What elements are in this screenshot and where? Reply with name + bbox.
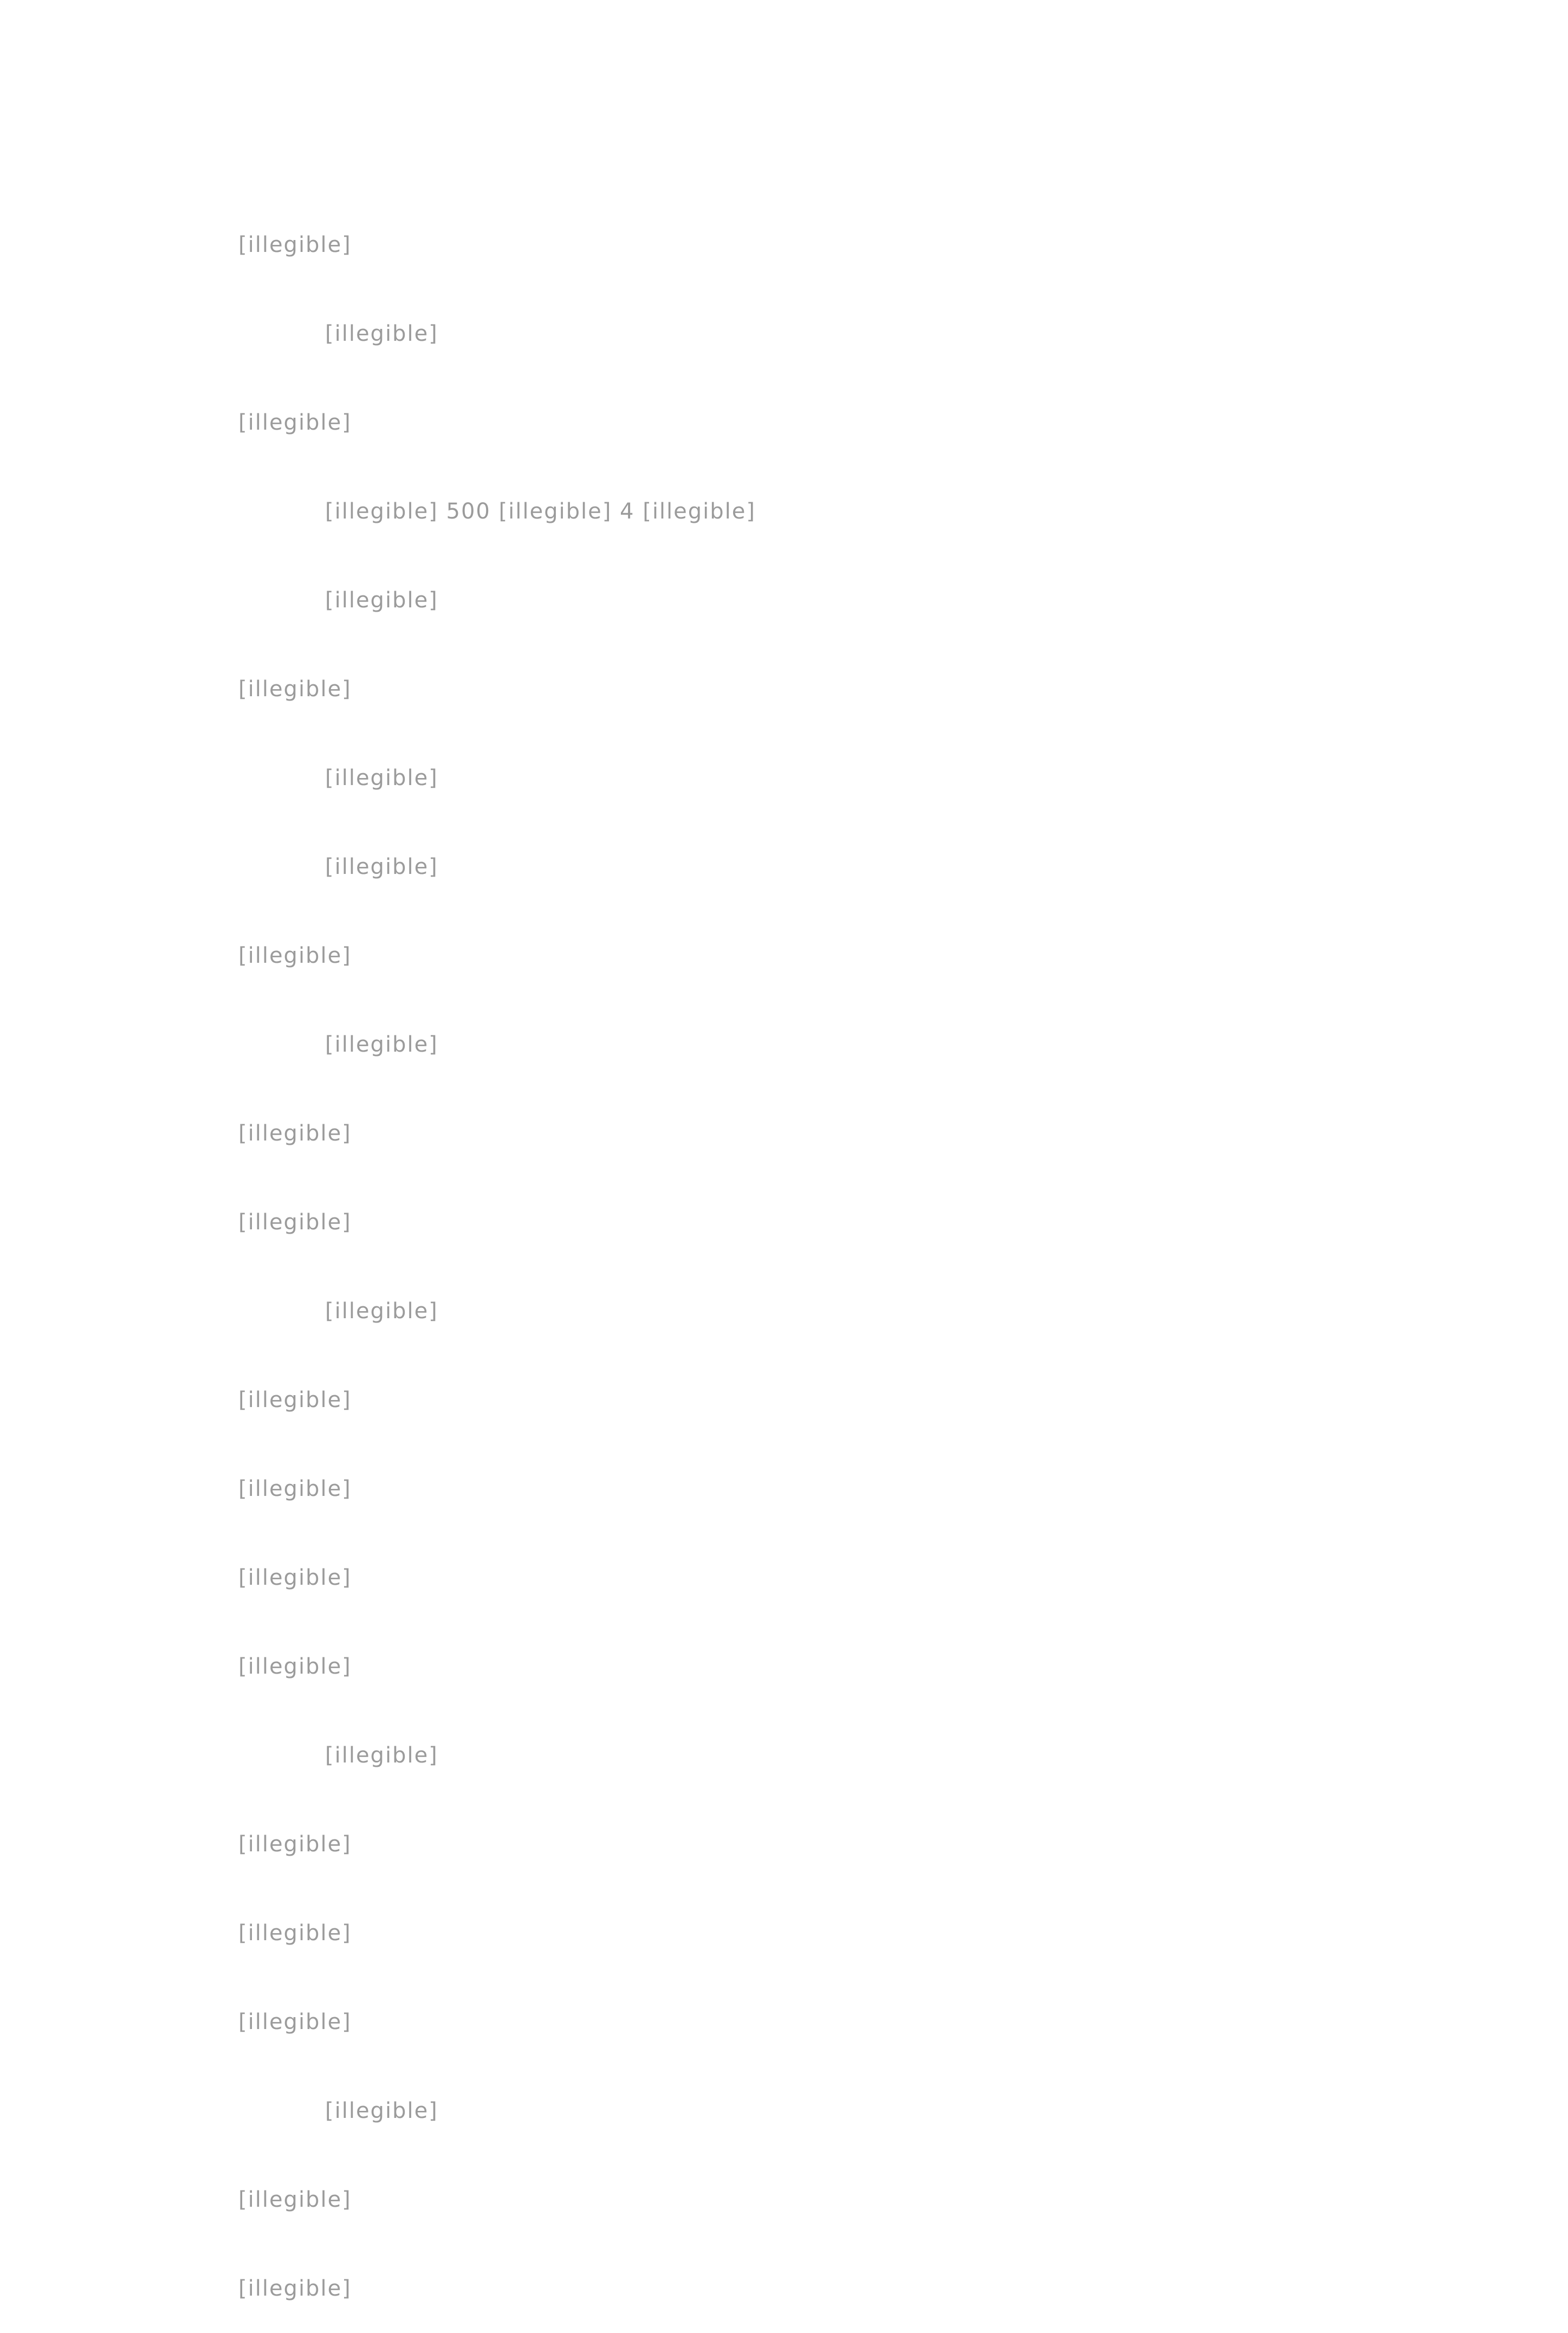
paragraph-2 [238,289,1330,467]
paragraph-line: [illegible] [238,2276,352,2301]
paragraph-line: [illegible] [325,1032,438,1057]
paragraph-line: [illegible] [238,410,352,435]
paragraph-8 [238,1711,1330,2066]
paragraph-line: [illegible] [238,677,352,702]
paragraph-line: [illegible] [238,1210,352,1235]
paragraph-4 [238,734,1330,822]
document-body [238,200,1330,2333]
paragraph-9 [238,2066,1330,2333]
paragraph-line: [illegible] [238,1832,352,1857]
heading-line: [illegible] 500 [illegible] 4 [illegible] [325,499,756,524]
paragraph-line: [illegible] [238,2010,352,2034]
paragraph-3 [238,556,1330,734]
paragraph-line: [illegible] [325,766,438,790]
section-heading [238,467,1330,556]
paragraph-line: [illegible] [238,1121,352,1146]
paragraph-6 [238,1000,1330,1267]
paragraph-line: [illegible] [325,1743,438,1768]
paragraph-line: [illegible] [238,2187,352,2212]
paragraph-line: [illegible] [238,1476,352,1501]
paragraph-5 [238,822,1330,1000]
paragraph-1 [238,200,1330,289]
paragraph-line: [illegible] [325,321,438,346]
paragraph-line: [illegible] [238,1565,352,1590]
paragraph-line: [illegible] [238,1654,352,1679]
paragraph-line: [illegible] [325,588,438,613]
paragraph-7 [238,1267,1330,1711]
paragraph-line: [illegible] [325,1299,438,1324]
paragraph-line: [illegible] [238,1388,352,1412]
paragraph-line: [illegible] [325,854,438,879]
paragraph-line: [illegible] [238,232,352,257]
paragraph-line: [illegible] [238,943,352,968]
paragraph-line: [illegible] [238,1921,352,1946]
paragraph-line: [illegible] [325,2098,438,2123]
